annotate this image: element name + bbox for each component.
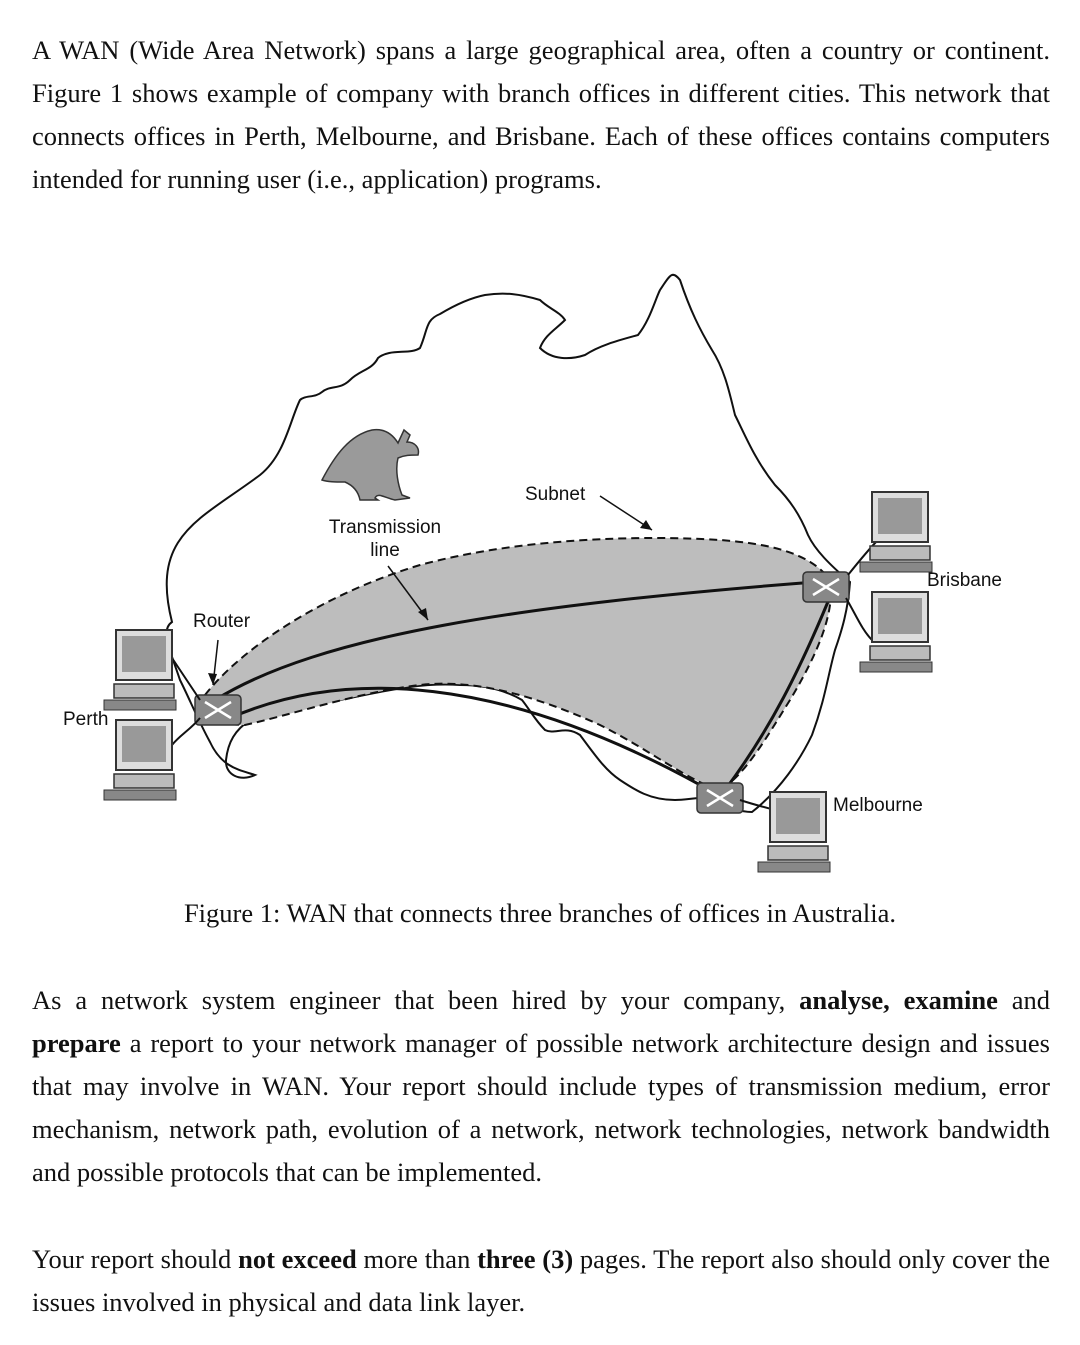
computer-icon-brisbane-2 — [860, 592, 932, 672]
constraint-text-1: Your report should — [32, 1244, 239, 1274]
wan-figure — [0, 230, 1080, 880]
label-router: Router — [193, 611, 251, 632]
router-icon-melbourne — [697, 783, 743, 813]
computer-icon-perth-1 — [104, 630, 176, 710]
label-subnet: Subnet — [525, 484, 586, 505]
computer-icon-brisbane-1 — [860, 492, 932, 572]
label-melbourne: Melbourne — [833, 795, 923, 816]
constraint-text-2: more than — [356, 1244, 478, 1274]
router-icon-perth — [195, 695, 241, 725]
label-transmission-line-2: line — [370, 540, 400, 561]
constraint-bold-1: not exceed — [238, 1244, 357, 1274]
figure-caption: Figure 1: WAN that connects three branches of offices in Australia. — [183, 898, 897, 928]
task-text-1: As a network system engineer that been hired by your company, — [32, 985, 800, 1015]
kangaroo-icon — [322, 430, 418, 500]
router-icon-brisbane — [803, 572, 849, 602]
task-bold-1: analyse, examine — [799, 985, 998, 1015]
computer-icon-perth-2 — [104, 720, 176, 800]
constraint-text-3: pages. The report also should only cover the issues involved in physical and data link layer. — [32, 1244, 1050, 1317]
task-text-2: and — [997, 985, 1050, 1015]
task-paragraph — [32, 979, 1050, 1194]
label-perth: Perth — [63, 709, 109, 730]
constraint-bold-2: three (3) — [477, 1244, 574, 1274]
intro-paragraph: A WAN (Wide Area Network) spans a large geographical area, often a country or continent. Figure 1 shows example of company with branch offices in different cities. This network that connects offices in Perth, Melbourne, and Brisbane. Each of these offices contains computers intended for running user (i.e., application) programs. — [32, 35, 1050, 194]
subnet-region — [204, 538, 831, 790]
computer-icon-melbourne — [758, 792, 830, 872]
task-bold-2: prepare — [32, 1028, 121, 1058]
label-brisbane: Brisbane — [927, 570, 1002, 591]
label-transmission-line-1: Transmission — [328, 517, 442, 538]
constraint-paragraph — [32, 1238, 1050, 1324]
task-text-3: a report to your network manager of possible network architecture design and issues that may involve in WAN. Your report should include types of transmission medium, error mechanism, network path, evolution of a network, network technologies, network bandwidth and possible protocols that can be implemented. — [32, 1028, 1050, 1187]
